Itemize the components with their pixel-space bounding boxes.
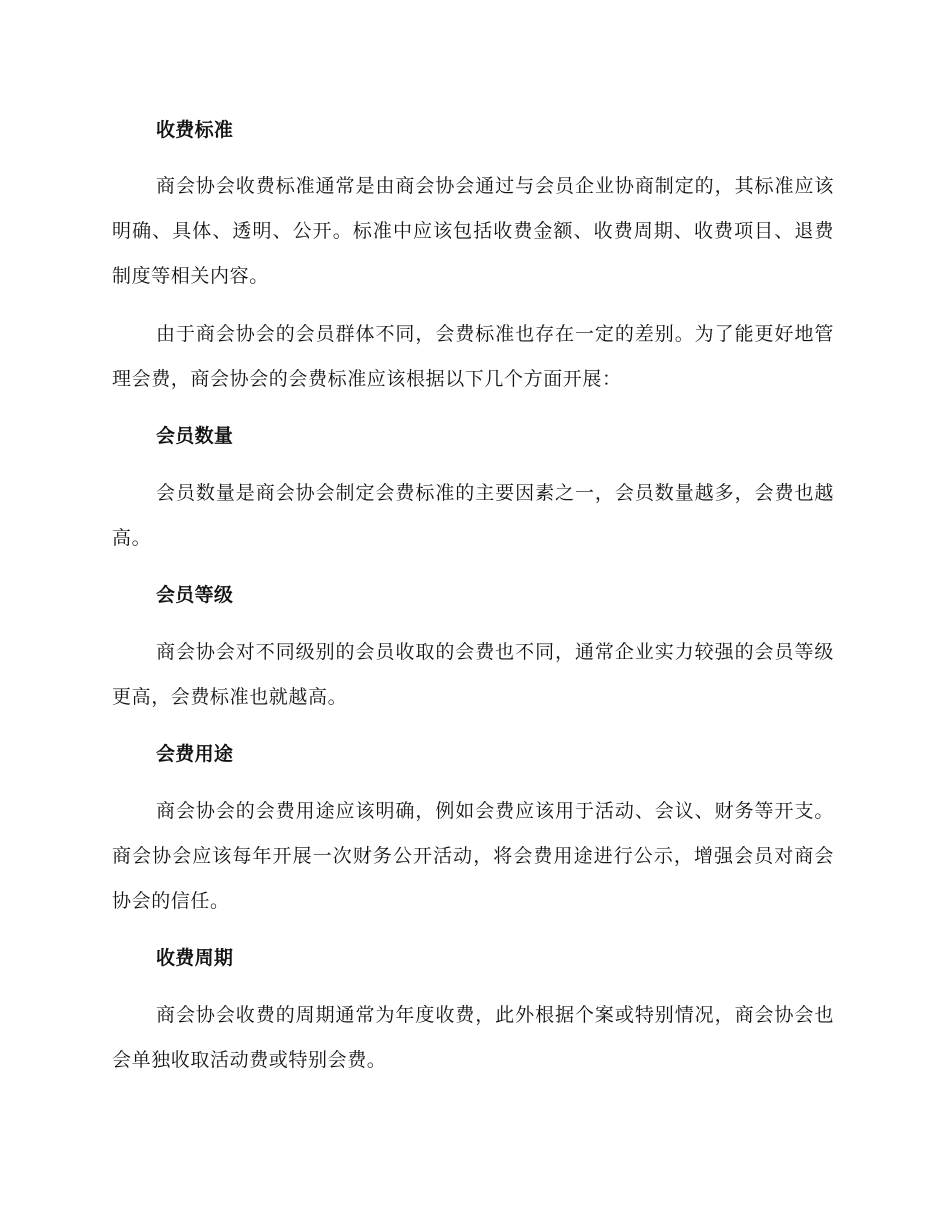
paragraph-member-count: 会员数量是商会协会制定会费标准的主要因素之一，会员数量越多，会费也越高。 [112, 482, 834, 549]
section-heading-fee-standard: 收费标准 [156, 119, 234, 141]
section-heading-fee-usage: 会费用途 [156, 743, 234, 765]
paragraph-member-level: 商会协会对不同级别的会员收取的会费也不同，通常企业实力较强的会员等级更高，会费标准也就越高。 [112, 641, 834, 708]
section-heading-fee-cycle: 收费周期 [156, 947, 234, 969]
paragraph-fee-standard-differences: 由于商会协会的会员群体不同，会费标准也存在一定的差别。为了能更好地管理会费，商会协会的会费标准应该根据以下几个方面开展： [112, 323, 834, 390]
section-heading-member-level: 会员等级 [156, 584, 234, 606]
paragraph-fee-usage: 商会协会的会费用途应该明确，例如会费应该用于活动、会议、财务等开支。商会协会应该每年开展一次财务公开活动，将会费用途进行公示，增强会员对商会协会的信任。 [112, 800, 834, 912]
paragraph-fee-cycle: 商会协会收费的周期通常为年度收费，此外根据个案或特别情况，商会协会也会单独收取活动费或特别会费。 [112, 1004, 834, 1071]
paragraph-fee-standard-definition: 商会协会收费标准通常是由商会协会通过与会员企业协商制定的，其标准应该明确、具体、透明、公开。标准中应该包括收费金额、收费周期、收费项目、退费制度等相关内容。 [112, 175, 834, 287]
section-heading-member-count: 会员数量 [156, 425, 234, 447]
